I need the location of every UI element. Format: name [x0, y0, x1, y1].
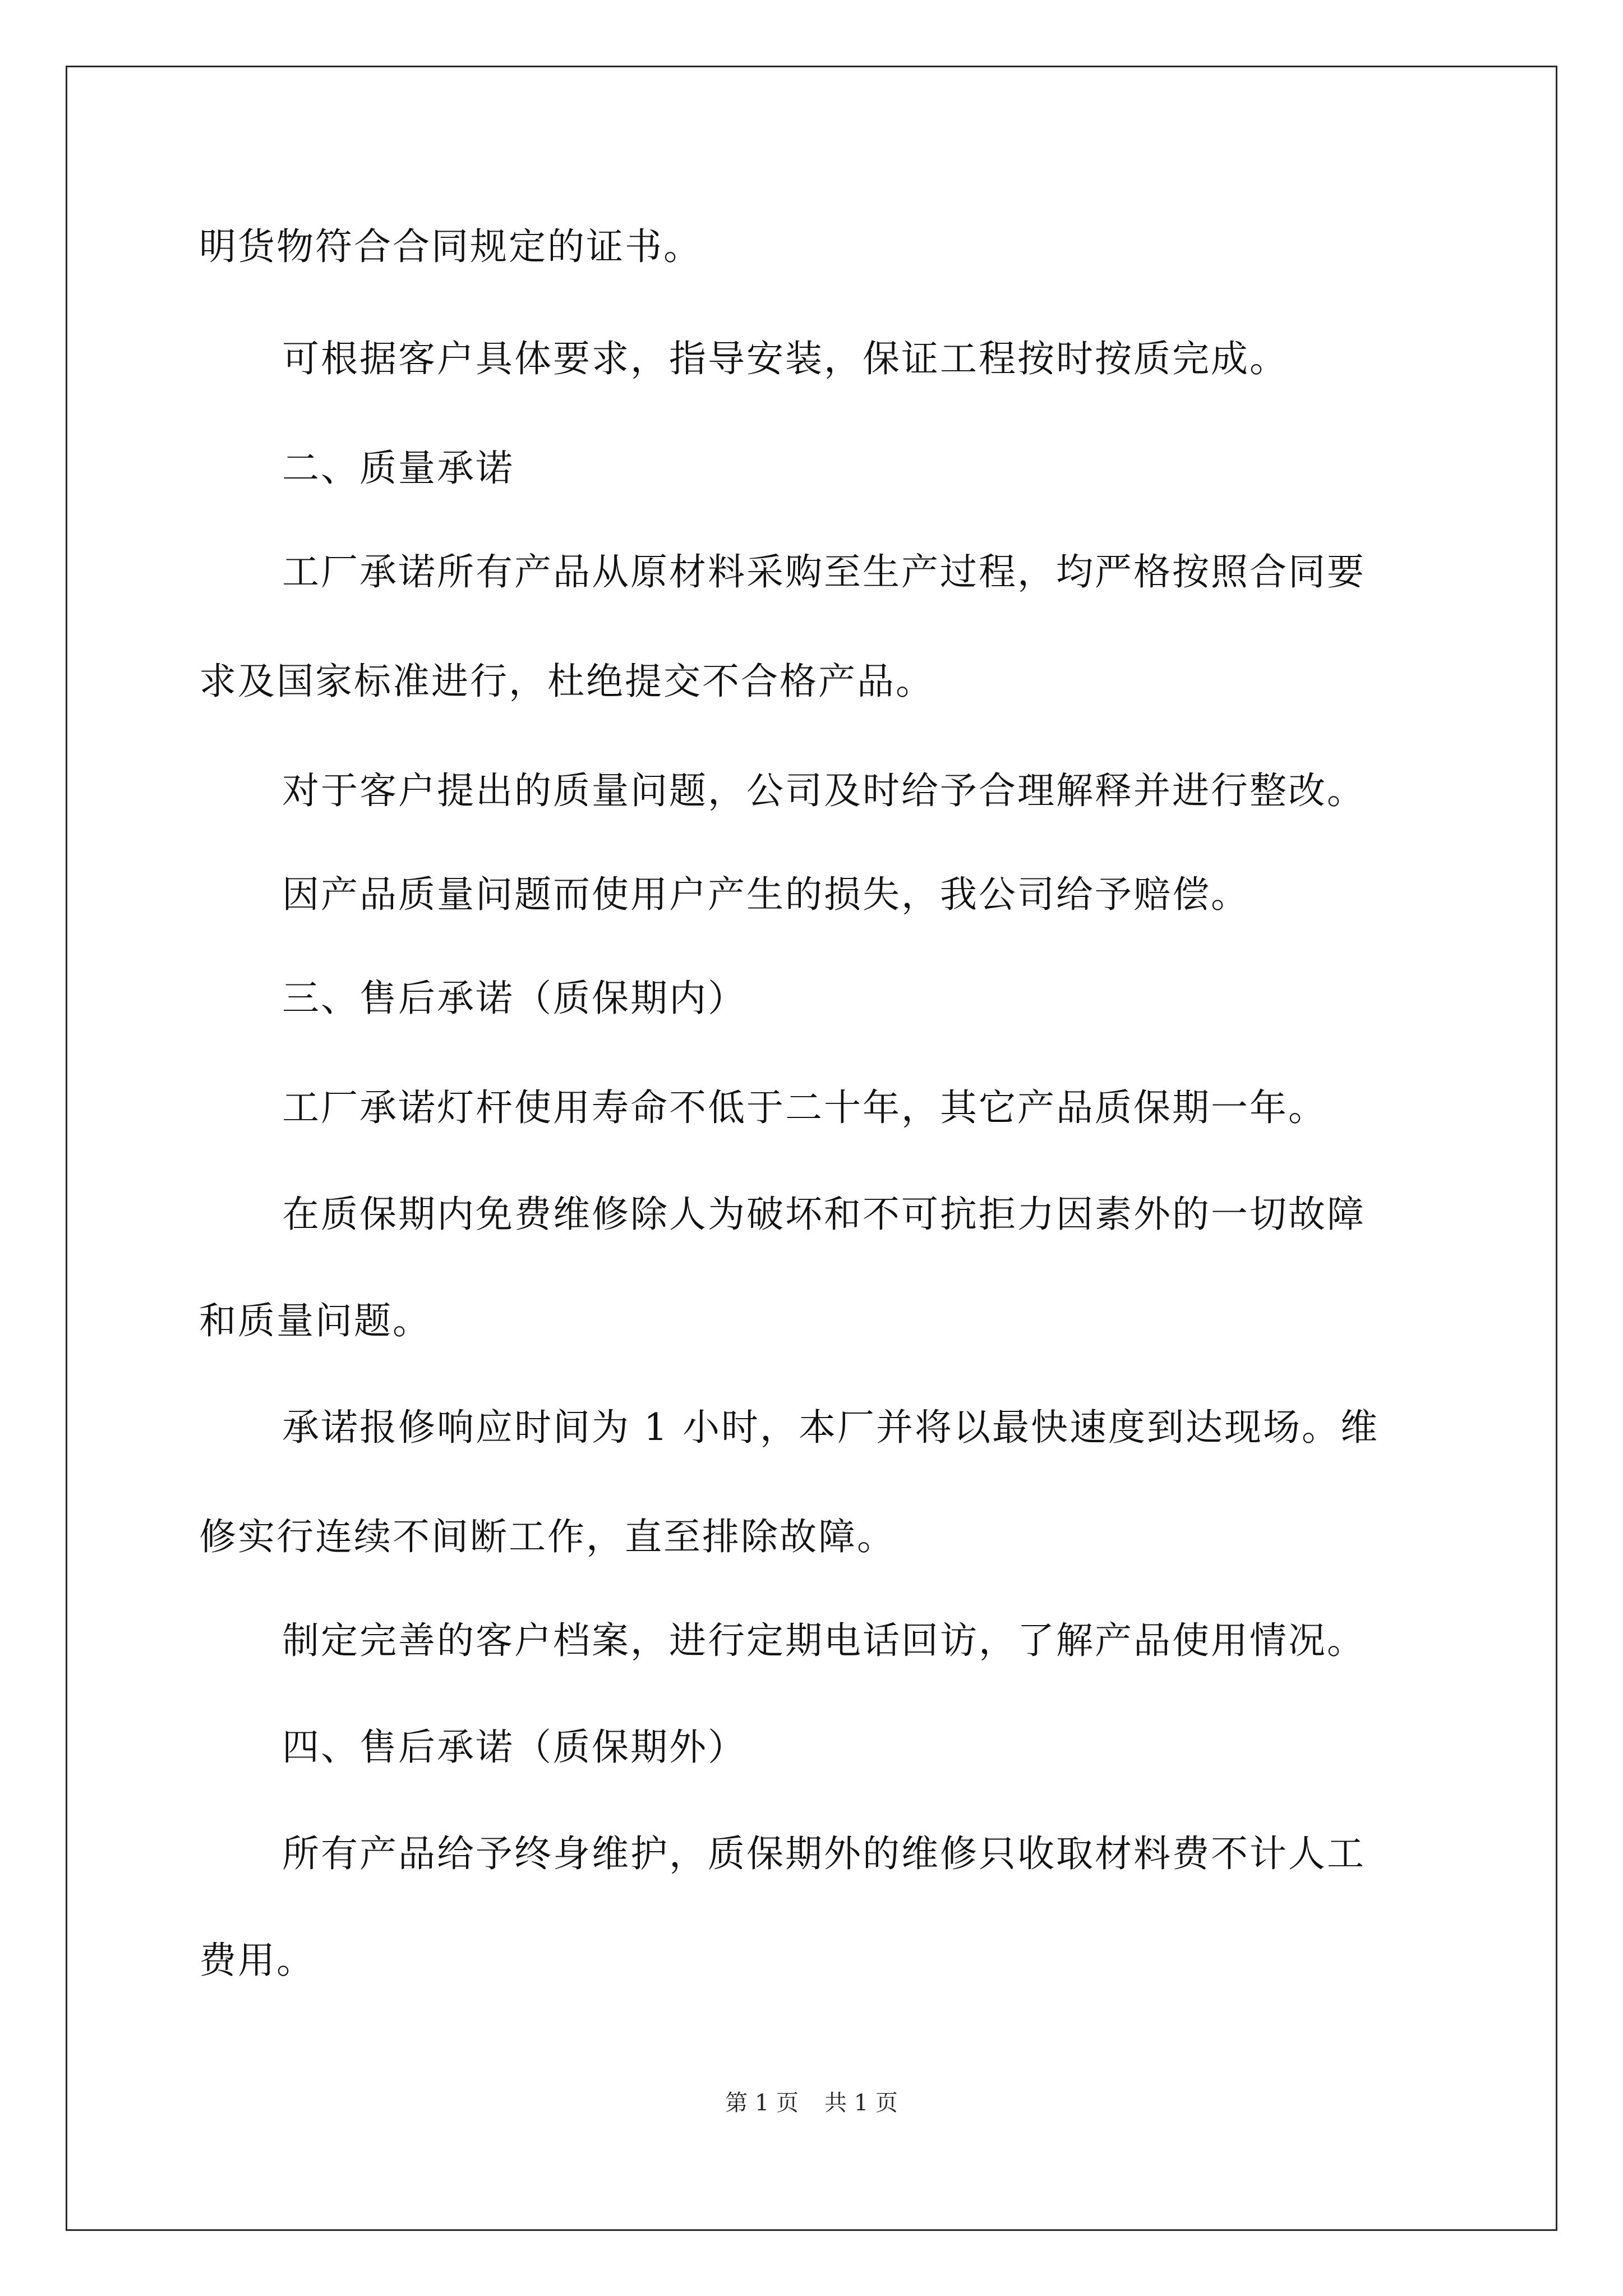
paragraph-line: 制定完善的客户档案，进行定期电话回访，了解产品使用情况。 — [282, 1619, 1366, 1662]
section-heading: 四、售后承诺（质保期外） — [282, 1726, 746, 1769]
paragraph-line: 可根据客户具体要求，指导安装，保证工程按时按质完成。 — [282, 337, 1288, 380]
paragraph-line: 承诺报修响应时间为 1 小时，本厂并将以最快速度到达现场。维 — [282, 1406, 1379, 1449]
paragraph-line: 费用。 — [199, 1939, 315, 1982]
paragraph-line: 和质量问题。 — [199, 1299, 431, 1342]
paragraph-line: 因产品质量问题而使用户产生的损失，我公司给予赔偿。 — [282, 873, 1249, 916]
paragraph-line: 求及国家标准进行，杜绝提交不合格产品。 — [199, 660, 934, 703]
paragraph-line: 修实行连续不间断工作，直至排除故障。 — [199, 1515, 896, 1558]
paragraph-line: 明货物符合合同规定的证书。 — [199, 225, 702, 268]
paragraph-line: 工厂承诺所有产品从原材料采购至生产过程，均严格按照合同要 — [282, 550, 1366, 593]
section-heading: 二、质量承诺 — [282, 447, 514, 490]
page-border — [66, 66, 1557, 2231]
section-heading: 三、售后承诺（质保期内） — [282, 977, 746, 1020]
paragraph-line: 工厂承诺灯杆使用寿命不低于二十年，其它产品质保期一年。 — [282, 1086, 1327, 1129]
paragraph-line: 所有产品给予终身维护，质保期外的维修只收取材料费不计人工 — [282, 1832, 1366, 1875]
paragraph-line: 在质保期内免费维修除人为破坏和不可抗拒力因素外的一切故障 — [282, 1193, 1366, 1236]
paragraph-line: 对于客户提出的质量问题，公司及时给予合理解释并进行整改。 — [282, 769, 1366, 812]
page-number-current: 第 1 页 — [725, 2090, 799, 2116]
page-number-total: 共 1 页 — [824, 2090, 898, 2116]
page-footer — [0, 2089, 1623, 2117]
